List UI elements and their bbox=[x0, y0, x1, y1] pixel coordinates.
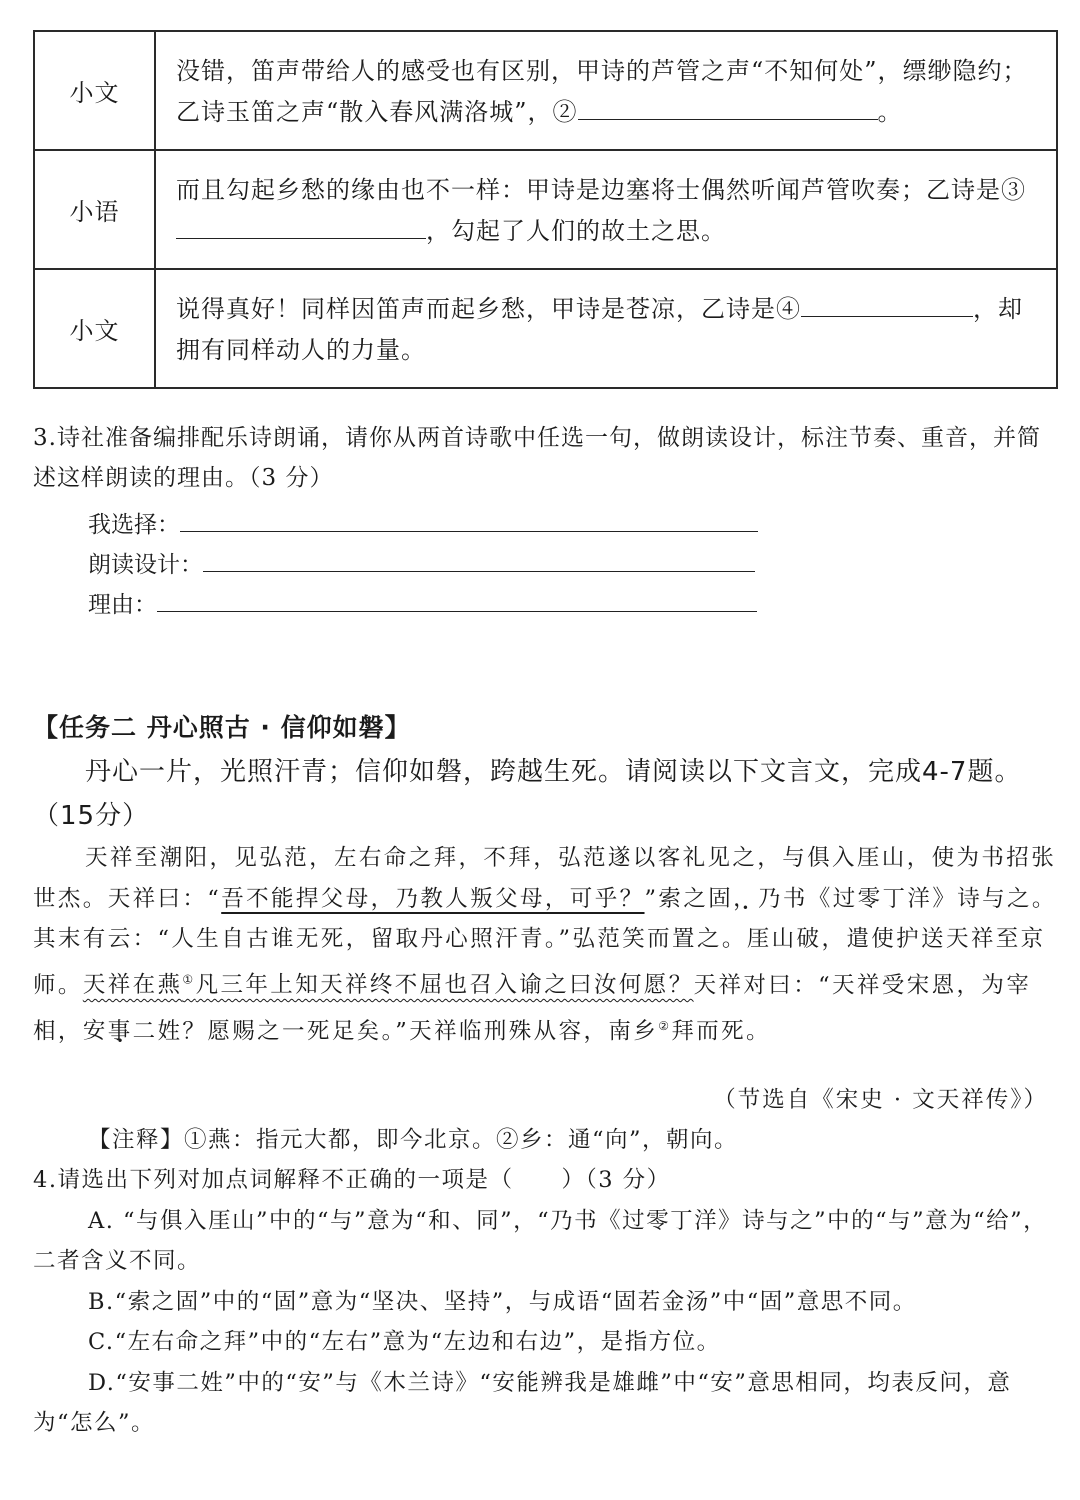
wavy-text: 天祥在燕 bbox=[82, 972, 183, 998]
option-d: D.“安事二姓”中的“安”与《木兰诗》“安能辨我是雄雌”中“安”意思相同，均表反问，意为“怎么”。 bbox=[33, 1369, 1012, 1436]
dialogue-text-before: 没错，笛声带给人的感受也有区别，甲诗的芦管之声“不知何处”，缥缈隐约；乙诗玉笛之声“散入春风满洛城”，② bbox=[176, 57, 1028, 126]
dotted-word: 安 bbox=[82, 1018, 108, 1044]
dialogue-text bbox=[155, 31, 1057, 150]
question-4-prompt: 4.请选出下列对加点词解释不正确的一项是（ ）（3 分） bbox=[33, 1167, 671, 1193]
answer-blank-3[interactable] bbox=[176, 216, 426, 239]
dialogue-text-before: 而且勾起乡愁的缘由也不一样：甲诗是边塞将士偶然听闻芦管吹奏；乙诗是③ bbox=[176, 176, 1026, 204]
passage-text: 事二姓？愿赐之一死足矣。”天祥临刑殊从容，南乡 bbox=[107, 1018, 659, 1044]
answer-blank-2[interactable] bbox=[578, 97, 878, 120]
wavy-text: 凡三年上知天祥终不屈也召入谕之曰汝何愿？ bbox=[195, 972, 694, 998]
speaker-name: 小文 bbox=[34, 269, 155, 388]
wavy-underlined-sentence bbox=[83, 972, 694, 998]
underlined-sentence: 吾不能捍父母，乃教人叛父母，可乎？ bbox=[221, 885, 645, 912]
q3-reason-label: 理由： bbox=[88, 592, 157, 618]
classical-passage bbox=[33, 838, 1058, 1052]
speaker-name: 小文 bbox=[34, 31, 155, 150]
q3-choice-label: 我选择： bbox=[88, 512, 180, 538]
footnote-mark: ① bbox=[182, 972, 196, 987]
passage-source: （节选自《宋史 · 文天祥传》） bbox=[713, 1087, 1048, 1113]
dotted-word: 固 bbox=[708, 885, 734, 912]
dialogue-text bbox=[155, 150, 1057, 269]
speaker-name: 小语 bbox=[34, 150, 155, 269]
answer-blank-4[interactable] bbox=[801, 294, 973, 317]
dialogue-text-after: ，却拥有同样动人的力量。 bbox=[176, 295, 1023, 364]
passage-text: 天祥对曰：“天祥受宋恩，为宰相， bbox=[33, 972, 1032, 1044]
dialogue-table bbox=[33, 30, 1058, 389]
dialogue-text-after: ，勾起了人们的故土之思。 bbox=[426, 217, 726, 245]
dialogue-text-before: 说得真好！同样因笛声而起乡愁，甲诗是苍凉，乙诗是④ bbox=[176, 295, 801, 323]
passage-annotation: 【注释】①燕：指元大都，即今北京。②乡：通“向”，朝向。 bbox=[88, 1127, 739, 1153]
question-4 bbox=[33, 1160, 1058, 1444]
option-b: B.“索之固”中的“固”意为“坚决、坚持”，与成语“固若金汤”中“固”意思不同。 bbox=[88, 1288, 917, 1315]
passage-text: 天祥至潮阳，见弘范，左右命之拜，不拜，弘范遂以客礼见之，与俱入厓山，使为书招张世杰。天祥曰：“ bbox=[33, 845, 1057, 912]
q3-reason-input[interactable] bbox=[157, 589, 757, 612]
task-2-title: 【任务二 丹心照古 · 信仰如磐】 bbox=[33, 713, 411, 742]
passage-text: 拜而死。 bbox=[671, 1018, 771, 1044]
dialogue-text bbox=[155, 269, 1057, 388]
dialogue-text-after: 。 bbox=[877, 98, 903, 126]
dialogue-row bbox=[34, 269, 1057, 388]
option-a: A. “与俱入厓山”中的“与”意为“和、同”，“乃书《过零丁洋》诗与之”中的“与”意为“给”，二者含义不同。 bbox=[33, 1207, 1048, 1274]
q3-reason-line bbox=[88, 586, 757, 619]
passage-text: ”索之 bbox=[644, 885, 709, 912]
option-c: C.“左右命之拜”中的“左右”意为“左边和右边”，是指方位。 bbox=[88, 1329, 721, 1355]
q3-design-label: 朗读设计： bbox=[88, 552, 203, 578]
question-3-prompt: 3.诗社准备编排配乐诗朗诵，请你从两首诗歌中任选一句，做朗读设计，标注节奏、重音，并简述这样朗读的理由。（3 分） bbox=[33, 425, 1041, 491]
passage-text: ，乃书《过零丁洋》诗与之。其末有云：“人生自古谁无死，留取丹心照汗青。”弘范笑而置之。厓山破，遣使护送天祥至京师。 bbox=[33, 885, 1057, 998]
q3-design-line bbox=[88, 546, 755, 579]
q3-choice-input[interactable] bbox=[180, 509, 758, 532]
task-2-intro: 丹心一片，光照汗青；信仰如磐，跨越生死。请阅读以下文言文，完成4-7题。（15分） bbox=[33, 757, 1022, 831]
q3-design-input[interactable] bbox=[203, 549, 755, 572]
footnote-mark: ② bbox=[658, 1018, 672, 1033]
dialogue-row bbox=[34, 31, 1057, 150]
q3-choice-line bbox=[88, 506, 758, 539]
dialogue-row bbox=[34, 150, 1057, 269]
